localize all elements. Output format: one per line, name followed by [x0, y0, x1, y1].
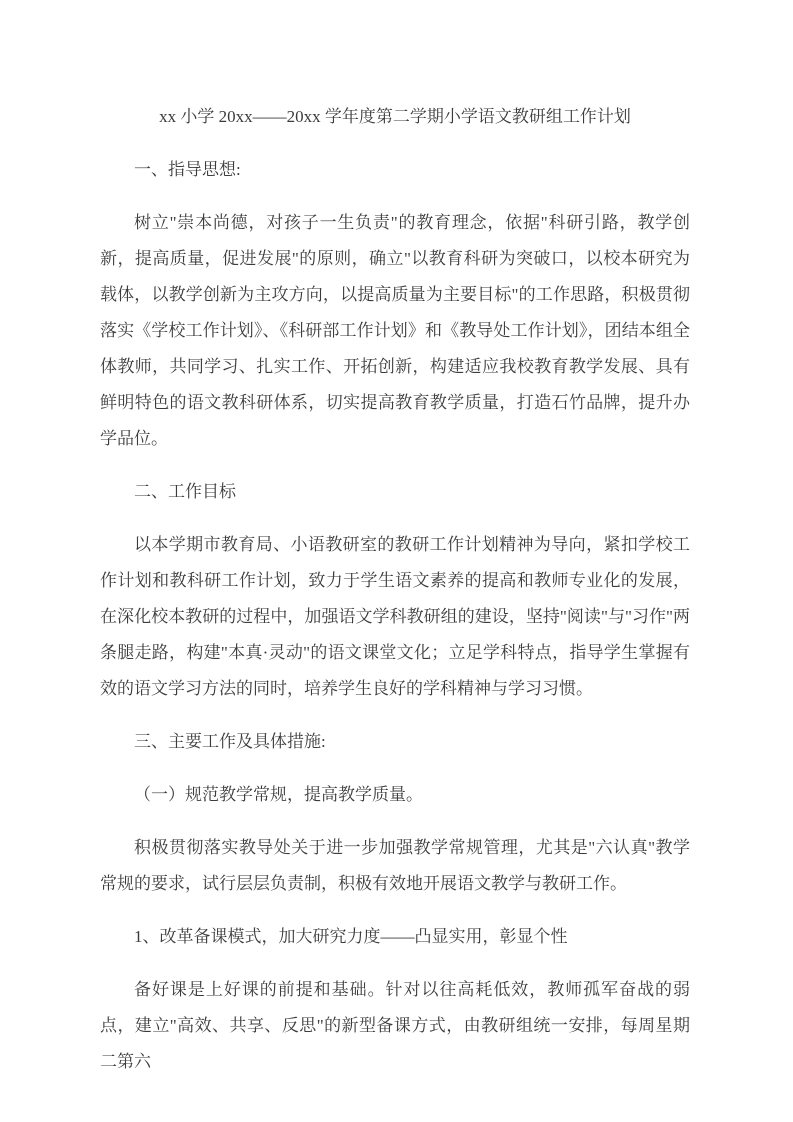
paragraph-lesson-prep-reform: 备好课是上好课的前提和基础。针对以往高耗低效，教师孤军奋战的弱点，建立"高效、共享、反思"的新型备课方式，由教研组统一安排，每周星期二第六 — [100, 980, 690, 1071]
item-heading-lesson-prep-reform: 1、改革备课模式，加大研究力度——凸显实用，彰显个性 — [134, 927, 568, 946]
paragraph-guiding-thought: 树立"崇本尚德，对孩子一生负责"的教育理念，依据"科研引路，教学创新，提高质量，促进发展"的原则，确立"以教育科研为突破口，以校本研究为载体，以教学创新为主攻方向，以提高质量为主要目标"的工作思路，积极贯彻落实《学校工作计划》、《科研部工作计划》和《教导处工作计划》，团结本组全体教师，共同学习、扎实工作、开拓创新，构建适应我校教育教学发展、具有鲜明特色的语文教科研体系，切实提高教育教学质量，打造石竹品牌，提升办学品位。 — [100, 213, 690, 448]
subsection-heading-teaching-routine: （一）规范教学常规，提高教学质量。 — [134, 785, 423, 804]
section-heading-work-goals: 二、工作目标 — [134, 482, 236, 501]
document-title: xx 小学 20xx——20xx 学年度第二学期小学语文教研组工作计划 — [159, 107, 631, 126]
paragraph-work-goals: 以本学期市教育局、小语教研室的教研工作计划精神为导向，紧扣学校工作计划和教科研工作计划，致力于学生语文素养的提高和教师专业化的发展，在深化校本教研的过程中，加强语文学科教研组的建设，坚持"阅读"与"习作"两条腿走路，构建"本真·灵动"的语文课堂文化；立足学科特点，指导学生掌握有效的语文学习方法的同时，培养学生良好的学科精神与学习习惯。 — [100, 535, 690, 698]
section-heading-main-work: 三、主要工作及具体措施: — [134, 732, 326, 751]
paragraph-teaching-routine: 积极贯彻落实教导处关于进一步加强教学常规管理，尤其是"六认真"教学常规的要求，试行层层负责制，积极有效地开展语文教学与教研工作。 — [100, 838, 690, 893]
section-heading-guiding-thought: 一、指导思想: — [134, 160, 241, 179]
